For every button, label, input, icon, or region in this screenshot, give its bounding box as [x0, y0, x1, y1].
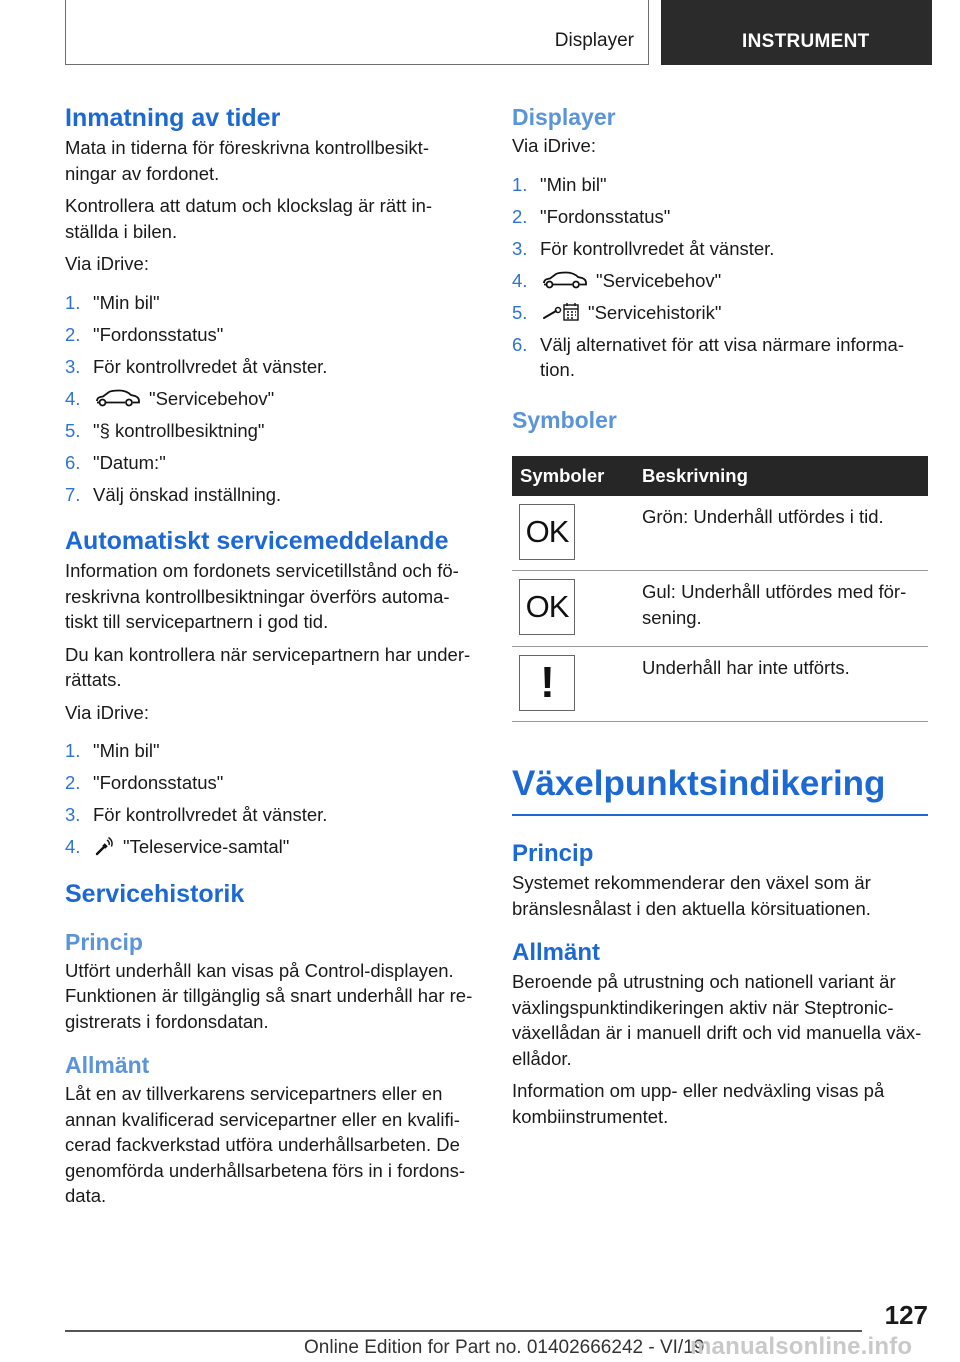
paragraph: Information om fordonets servicetillstånd och fö-reskrivna kontrollbesiktningar överförs automa-tiskt till servicepartnern i god tid. [65, 560, 459, 632]
section-title-automatiskt: Automatiskt servicemeddelande [65, 527, 449, 555]
page-number: 127 [884, 1300, 928, 1330]
via-idrive-label: Via iDrive: [65, 701, 149, 723]
list-item: 2. "Fordonsstatus" [512, 205, 671, 227]
right-column [512, 102, 928, 1136]
header-chapter-tab [661, 0, 932, 65]
paragraph: Systemet rekommenderar den växel som är bränslesnålast i den aktuella körsituationen. [512, 872, 871, 919]
chapter-title-vaxelpunkt: Växelpunktsindikering [512, 762, 928, 816]
steps-list-displayer [512, 172, 928, 383]
left-column [65, 102, 480, 1216]
header-section-label: Displayer [554, 30, 634, 51]
subtitle-princip: Princip [65, 928, 143, 955]
list-item: 6. "Datum:" [65, 451, 166, 473]
table-cell-description: Grön: Underhåll utfördes i tid. [634, 496, 928, 571]
paragraph: Du kan kontrollera när servicepartnern har under-rättats. [65, 643, 471, 690]
list-item: 5. "§ kontrollbesiktning" [65, 419, 265, 441]
car-icon [95, 389, 141, 407]
footer-divider [65, 1330, 862, 1332]
footer-edition: Online Edition for Part no. 01402666242 - VI/19 [304, 1337, 705, 1358]
table-row [512, 571, 928, 647]
list-item: 5. "Servicehistorik" [512, 301, 722, 323]
table-cell-description: Underhåll har inte utförts. [634, 647, 928, 722]
via-idrive-label: Via iDrive: [512, 135, 596, 156]
steps-list-inmatning [65, 290, 480, 508]
list-item: 3. För kontrollvredet åt vänster. [65, 355, 328, 377]
list-item: 1. "Min bil" [512, 173, 607, 195]
header-chapter-label: INSTRUMENT [742, 31, 870, 52]
list-item: 3. För kontrollvredet åt vänster. [512, 237, 775, 259]
via-idrive-label: Via iDrive: [65, 253, 149, 274]
list-item: 4. "Teleservice-samtal" [65, 836, 290, 857]
paragraph: Låt en av tillverkarens servicepartners eller en annan kvalificerad servicepartner eller en kvalifi-cerad fackverkstad utföra underhållsarbeten. De genomförda underhållsarbetena förs in i fordons-data. [65, 1083, 466, 1206]
table-cell-description: Gul: Underhåll utfördes med för-sening. [634, 571, 928, 647]
list-item: 1. "Min bil" [65, 291, 160, 313]
list-item: 3. För kontrollvredet åt vänster. [65, 804, 328, 825]
list-item: 7. Välj önskad inställning. [65, 483, 282, 505]
list-item: 2. "Fordonsstatus" [65, 323, 224, 345]
watermark: manualsonline.info [690, 1333, 913, 1360]
wrench-calendar-icon [542, 302, 580, 322]
subtitle-displayer: Displayer [512, 104, 616, 130]
header-section-box [65, 0, 649, 65]
section-title-inmatning: Inmatning av tider [65, 104, 281, 132]
table-header-beskrivning: Beskrivning [634, 456, 928, 496]
symbols-table [512, 456, 928, 723]
list-item: 1. "Min bil" [65, 740, 160, 761]
exclamation-symbol-icon: ! [519, 655, 575, 711]
paragraph: Information om upp- eller nedväxling visas på kombiinstrumentet. [512, 1080, 885, 1127]
subtitle-allmant: Allmänt [512, 939, 601, 966]
list-item: 6. Välj alternativet för att visa närmare informa-tion. [512, 333, 904, 380]
paragraph: Utfört underhåll kan visas på Control-displayen. Funktionen är tillgänglig så snart underhåll har re-gistrerats i fordonsdatan. [65, 959, 473, 1032]
wrench-signal-icon [95, 836, 115, 856]
ok-yellow-symbol-icon: OK [519, 579, 575, 635]
list-item: 2. "Fordonsstatus" [65, 772, 224, 793]
paragraph: Beroende på utrustning och nationell variant är växlingspunktindikeringen aktiv när Steptronic-växellådan är i manuell drift och vid manuella väx-ellådor. [512, 971, 922, 1069]
paragraph: Kontrollera att datum och klockslag är rätt in-ställda i bilen. [65, 195, 433, 242]
table-row [512, 647, 928, 722]
paragraph: Mata in tiderna för föreskrivna kontrollbesikt-ningar av fordonet. [65, 137, 429, 184]
subtitle-allmant: Allmänt [65, 1052, 150, 1078]
steps-list-automatiskt [65, 738, 480, 860]
table-row [512, 496, 928, 571]
list-item: 4. "Servicebehov" [512, 269, 722, 291]
section-title-servicehistorik: Servicehistorik [65, 879, 245, 908]
table-header-symboler: Symboler [512, 456, 634, 496]
subtitle-symboler: Symboler [512, 406, 617, 433]
car-icon [542, 271, 588, 289]
table-header-row [512, 456, 928, 496]
ok-green-symbol-icon: OK [519, 504, 575, 560]
subtitle-princip: Princip [512, 840, 594, 867]
list-item: 4. "Servicebehov" [65, 387, 275, 409]
